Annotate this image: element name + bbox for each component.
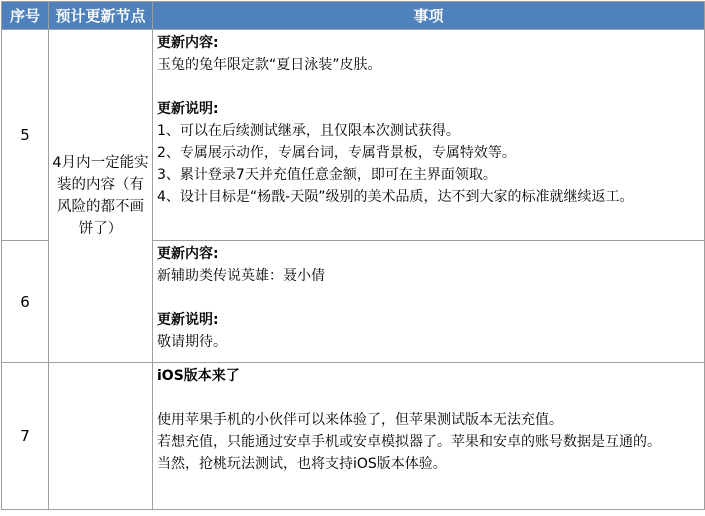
item-cell [153,363,705,510]
header-item: 事项 [153,2,705,30]
section-title: 更新说明: [157,312,219,328]
item-text: 新辅助类传说英雄：聂小倩 [157,268,325,284]
item-cell [153,30,705,241]
item-line: 使用苹果手机的小伙伴可以来体验了，但苹果测试版本无法充值。 [157,412,563,428]
section-title: 更新内容: [157,246,219,262]
item-line: 3、累计登录7天并充值任意金额，即可在主界面领取。 [157,167,497,183]
table-row [2,363,705,510]
header-row [2,2,705,30]
item-line: 若想充值，只能通过安卓手机或安卓模拟器了。苹果和安卓的账号数据是互通的。 [157,434,661,450]
update-schedule-table [1,1,705,510]
item-line: 敬请期待。 [157,334,227,350]
item-text: 玉兔的兔年限定款“夏日泳装”皮肤。 [157,57,382,73]
table-row [2,30,705,241]
header-phase: 预计更新节点 [49,2,153,30]
section-title: 更新内容: [157,35,219,51]
item-line: 4、设计目标是“杨戬-天陨”级别的美术品质，达不到大家的标准就继续返工。 [157,189,634,205]
phase-cell-empty [49,363,153,510]
row-number: 7 [2,363,49,510]
item-line: 当然，抢桃玩法测试，也将支持iOS版本体验。 [157,456,447,472]
item-line: 2、专属展示动作，专属台词，专属背景板，专属特效等。 [157,145,516,161]
item-line: 1、可以在后续测试继承，且仅限本次测试获得。 [157,123,460,139]
header-num: 序号 [2,2,49,30]
section-title: 更新说明: [157,101,219,117]
row-number: 5 [2,30,49,241]
phase-cell: 4月内一定能实装的内容（有风险的都不画饼了） [49,30,153,363]
row-number: 6 [2,241,49,363]
item-cell [153,241,705,363]
section-title: iOS版本来了 [157,368,240,384]
